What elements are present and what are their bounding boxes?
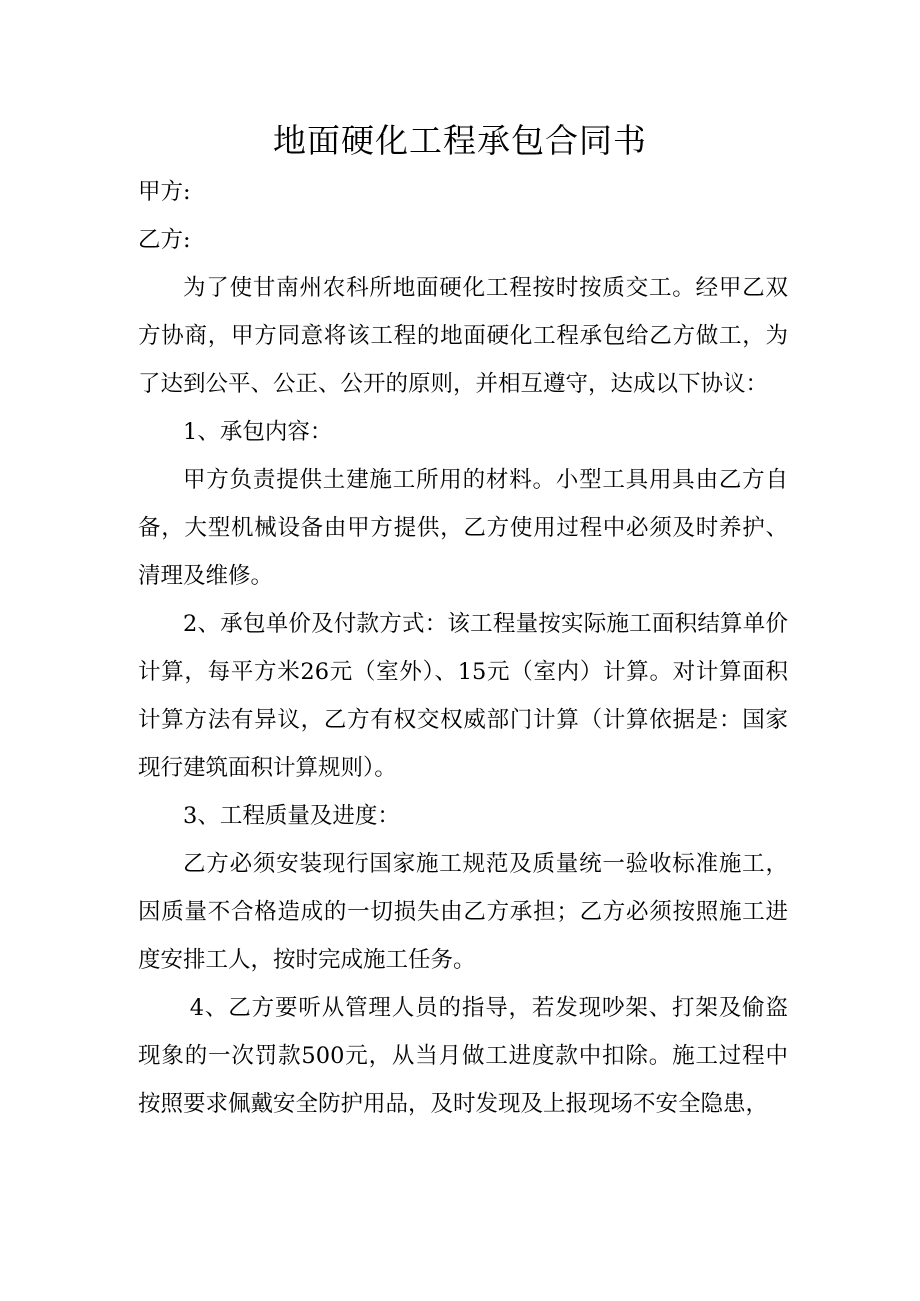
section-paragraph-4: 4、乙方要听从管理人员的指导，若发现吵架、打架及偷盗现象的一次罚款500元，从当月做工进度款中扣除。施工过程中按照要求佩戴安全防护用品，及时发现及上报现场不安全隐患， xyxy=(138,995,788,1117)
document-title: 地面硬化工程承包合同书 xyxy=(273,121,647,160)
section-paragraph-2: 2、承包单价及付款方式：该工程量按实际施工面积结算单价计算，每平方米26元（室外）、15元（室内）计算。对计算面积计算方法有异议，乙方有权交权威部门计算（计算依据是：国家现行建筑面积计算规则）。 xyxy=(138,611,788,781)
section-paragraph-3: 乙方必须安装现行国家施工规范及质量统一验收标准施工，因质量不合格造成的一切损失由乙方承担；乙方必须按照施工进度安排工人，按时完成施工任务。 xyxy=(138,851,788,973)
intro-paragraph: 为了使甘南州农科所地面硬化工程按时按质交工。经甲乙双方协商，甲方同意将该工程的地面硬化工程承包给乙方做工，为了达到公平、公正、公开的原则，并相互遵守，达成以下协议： xyxy=(138,275,788,397)
section-heading-1: 1、承包内容： xyxy=(183,419,333,445)
party-b-label: 乙方: xyxy=(138,227,191,253)
section-heading-3: 3、工程质量及进度： xyxy=(183,803,400,829)
document-body xyxy=(138,168,788,1128)
section-paragraph-1: 甲方负责提供土建施工所用的材料。小型工具用具由乙方自备，大型机械设备由甲方提供，乙方使用过程中必须及时养护、清理及维修。 xyxy=(138,467,788,589)
party-a-label: 甲方: xyxy=(138,179,191,205)
